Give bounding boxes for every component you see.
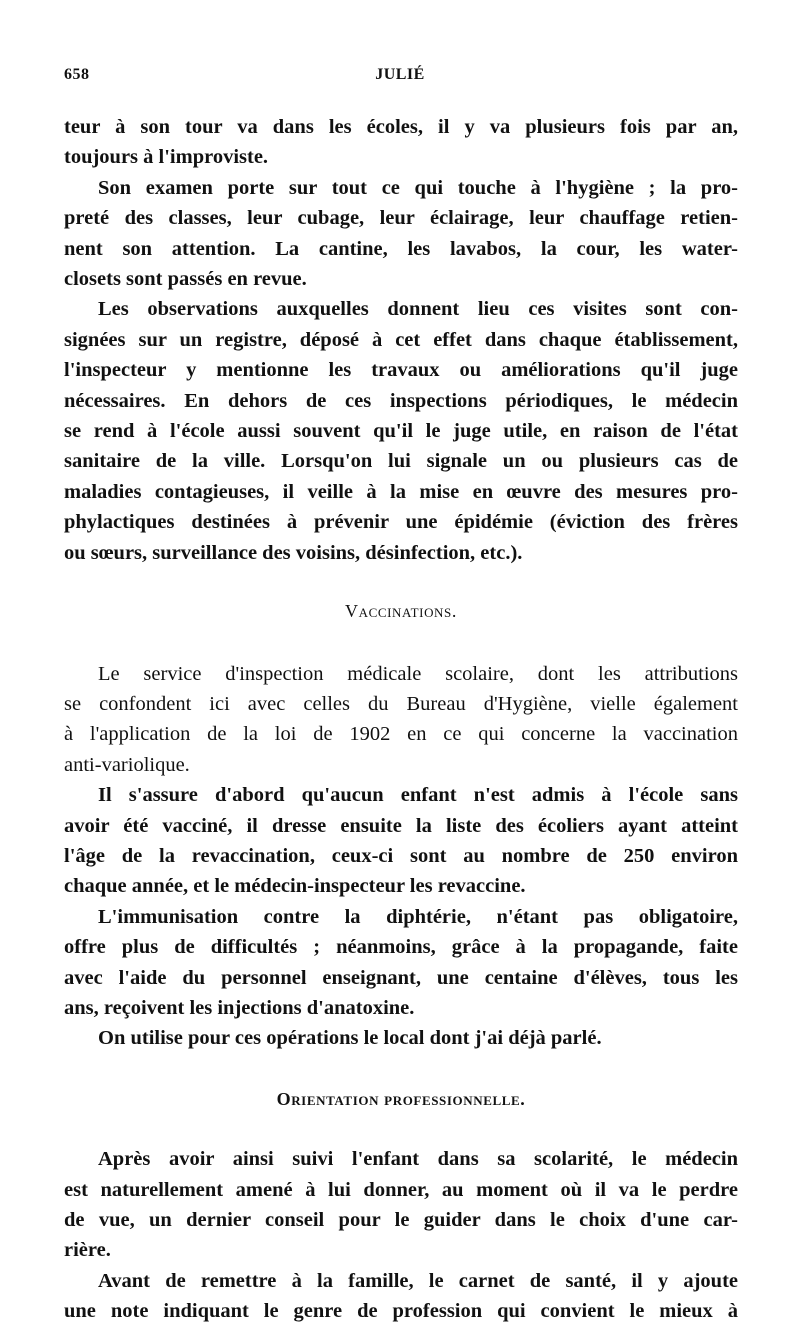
- text-line: avoir été vacciné, il dresse ensuite la liste des écoliers ayant atteint: [64, 814, 738, 837]
- text-line: nécessaires. En dehors de ces inspections périodiques, le médecin: [64, 389, 738, 412]
- section-heading-vaccinations: Vaccinations.: [345, 601, 457, 622]
- paragraph-intro-1: [64, 112, 738, 173]
- paragraph-orientation-2: [64, 1266, 738, 1327]
- text-line: se rend à l'école aussi souvent qu'il le juge utile, en raison de l'état: [64, 420, 738, 443]
- text-line: de vue, un dernier conseil pour le guider dans le choix d'une car-: [64, 1209, 738, 1231]
- section-heading-orientation: Orientation professionnelle.: [276, 1088, 526, 1109]
- text-line: Le service d'inspection médicale scolaire, dont les attributions: [98, 662, 738, 685]
- paragraph-vaccinations-2: [64, 780, 738, 902]
- text-line: l'inspecteur y mentionne les travaux ou améliorations qu'il juge: [64, 359, 738, 382]
- text-line: On utilise pour ces opérations le local dont j'ai déjà parlé.: [98, 1027, 602, 1050]
- body-text: [64, 112, 738, 1327]
- page-number: 658: [64, 66, 90, 83]
- paragraph-vaccinations-4: [64, 1023, 738, 1053]
- text-line: rière.: [64, 1239, 111, 1262]
- text-line: Après avoir ainsi suivi l'enfant dans sa scolarité, le médecin: [98, 1148, 738, 1171]
- text-line: chaque année, et le médecin-inspecteur les revaccine.: [64, 875, 526, 898]
- text-line: l'âge de la revaccination, ceux-ci sont au nombre de 250 environ: [64, 844, 738, 867]
- paragraph-orientation-1: [64, 1144, 738, 1266]
- text-line: toujours à l'improviste.: [64, 146, 269, 169]
- paragraph-intro-2: [64, 173, 738, 295]
- page-header: [64, 66, 736, 88]
- text-line: Il s'assure d'abord qu'aucun enfant n'est admis à l'école sans: [98, 784, 738, 807]
- text-line: Avant de remettre à la famille, le carnet de santé, il y ajoute: [98, 1269, 738, 1292]
- text-line: L'immunisation contre la diphtérie, n'étant pas obligatoire,: [98, 905, 738, 928]
- text-line: offre plus de difficultés ; néanmoins, grâce à la propagande, faite: [64, 936, 738, 959]
- text-line: preté des classes, leur cubage, leur éclairage, leur chauffage retien-: [64, 207, 738, 230]
- text-line: est naturellement amené à lui donner, au moment où il va le perdre: [64, 1178, 738, 1201]
- paragraph-intro-3: [64, 294, 738, 568]
- text-line: closets sont passés en revue.: [64, 268, 307, 291]
- text-line: anti-variolique.: [64, 753, 190, 776]
- text-line: ou sœurs, surveillance des voisins, désinfection, etc.).: [64, 541, 523, 564]
- paragraph-vaccinations-3: [64, 902, 738, 1024]
- text-line: sanitaire de la ville. Lorsqu'on lui signale un ou plusieurs cas de: [64, 450, 738, 473]
- text-line: maladies contagieuses, il veille à la mise en œuvre des mesures pro-: [64, 480, 738, 503]
- text-line: Les observations auxquelles donnent lieu ces visites sont con-: [98, 298, 738, 321]
- text-line: phylactiques destinées à prévenir une épidémie (éviction des frères: [64, 511, 738, 534]
- text-line: nent son attention. La cantine, les lavabos, la cour, les water-: [64, 237, 738, 260]
- text-line: à l'application de la loi de 1902 en ce qui concerne la vaccination: [64, 723, 738, 746]
- text-line: avec l'aide du personnel enseignant, une centaine d'élèves, tous les: [64, 966, 738, 989]
- text-line: se confondent ici avec celles du Bureau d'Hygiène, vielle également: [64, 692, 738, 715]
- text-line: teur à son tour va dans les écoles, il y va plusieurs fois par an,: [64, 116, 738, 138]
- text-line: ans, reçoivent les injections d'anatoxine.: [64, 996, 415, 1019]
- text-line: Son examen porte sur tout ce qui touche à l'hygiène ; la pro-: [98, 176, 738, 199]
- paragraph-vaccinations-1: [64, 659, 738, 781]
- text-line: signées sur un registre, déposé à cet effet dans chaque établissement,: [64, 328, 738, 351]
- running-title: JULIÉ: [375, 66, 425, 83]
- text-line: une note indiquant le genre de profession qui convient le mieux à: [64, 1300, 738, 1323]
